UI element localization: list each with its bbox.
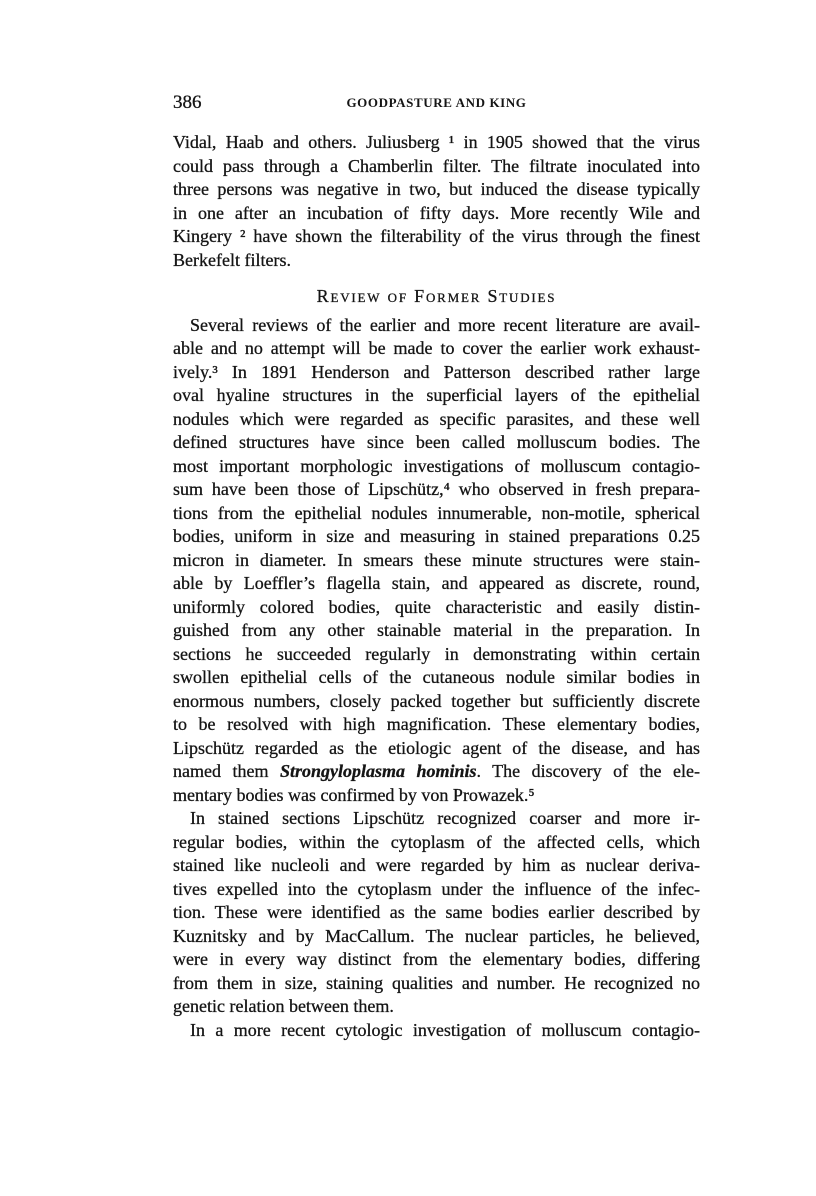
text-line: from them in size, staining qualities and number. He recognized no — [173, 972, 700, 993]
text-line: most important morphologic investigations of molluscum contagio- — [173, 455, 700, 476]
text-line: swollen epithelial cells of the cutaneous nodule similar bodies in — [173, 667, 700, 688]
italic-term: Strongyloplasma hominis — [279, 761, 477, 782]
text-line: oval hyaline structures in the superficial layers of the epithelial — [173, 385, 700, 406]
text-line: tives expelled into the cytoplasm under the influence of the infec- — [173, 878, 700, 899]
text-line: enormous numbers, closely packed together but sufficiently discrete — [173, 690, 700, 711]
text-line: mentary bodies was confirmed by von Prowazek.⁵ — [173, 784, 535, 805]
text-line: were in every way distinct from the elementary bodies, differing — [173, 949, 700, 970]
text-line: able and no attempt will be made to cover the earlier work exhaust- — [173, 338, 700, 359]
text-line: In a more recent cytologic investigation of molluscum contagio- — [190, 1019, 700, 1040]
text-line: In stained sections Lipschütz recognized coarser and more ir- — [190, 808, 700, 829]
text-line: could pass through a Chamberlin filter. The filtrate inoculated into — [173, 155, 700, 176]
text-line: guished from any other stainable material in the preparation. In — [173, 620, 700, 641]
paragraph — [173, 1019, 700, 1043]
text-line: genetic relation between them. — [173, 996, 394, 1017]
text-line: nodules which were regarded as specific parasites, and these well — [173, 408, 700, 429]
paragraph — [173, 131, 700, 272]
text-segment: . The discovery of the ele- — [476, 761, 700, 782]
page-number: 386 — [173, 92, 202, 113]
text-segment: named them — [173, 761, 280, 782]
text-line: uniformly colored bodies, quite characteristic and easily distin- — [173, 596, 700, 617]
running-head: GOODPASTURE AND KING — [346, 95, 527, 110]
text-line: in one after an incubation of fifty days. More recently Wile and — [173, 202, 700, 223]
text-line: tions from the epithelial nodules innumerable, non-motile, spherical — [173, 502, 700, 523]
text-line: tion. These were identified as the same bodies earlier described by — [173, 902, 700, 923]
text-line: sum have been those of Lipschütz,⁴ who observed in fresh prepara- — [173, 479, 700, 500]
text-line: bodies, uniform in size and measuring in stained preparations 0.25 — [173, 526, 700, 547]
text-line: Berkefelt filters. — [173, 249, 291, 270]
body-text — [173, 131, 700, 1042]
text-line: stained like nucleoli and were regarded by him as nuclear deriva- — [173, 855, 700, 876]
text-line: Lipschütz regarded as the etiologic agent of the disease, and has — [173, 737, 700, 758]
section-heading: Review of Former Studies — [316, 285, 557, 306]
text-line: Kingery ² have shown the filterability of the virus through the finest — [173, 226, 700, 247]
text-line: Several reviews of the earlier and more recent literature are avail- — [190, 314, 700, 335]
text-line: three persons was negative in two, but induced the disease typically — [173, 179, 700, 200]
text-line: regular bodies, within the cytoplasm of the affected cells, which — [173, 831, 700, 852]
paragraph — [173, 314, 700, 808]
text-line: defined structures have since been called molluscum bodies. The — [173, 432, 700, 453]
text-line: Vidal, Haab and others. Juliusberg ¹ in 1905 showed that the virus — [173, 132, 700, 153]
text-line: micron in diameter. In smears these minute structures were stain- — [173, 549, 700, 570]
text-line: able by Loeffler’s flagella stain, and appeared as discrete, round, — [173, 573, 700, 594]
text-line — [173, 760, 700, 784]
text-line: Kuznitsky and by MacCallum. The nuclear particles, he believed, — [173, 925, 700, 946]
text-line: ively.³ In 1891 Henderson and Patterson described rather large — [173, 361, 700, 382]
text-line: to be resolved with high magnification. These elementary bodies, — [173, 714, 700, 735]
paragraph — [173, 807, 700, 1019]
text-line: sections he succeeded regularly in demonstrating within certain — [173, 643, 700, 664]
